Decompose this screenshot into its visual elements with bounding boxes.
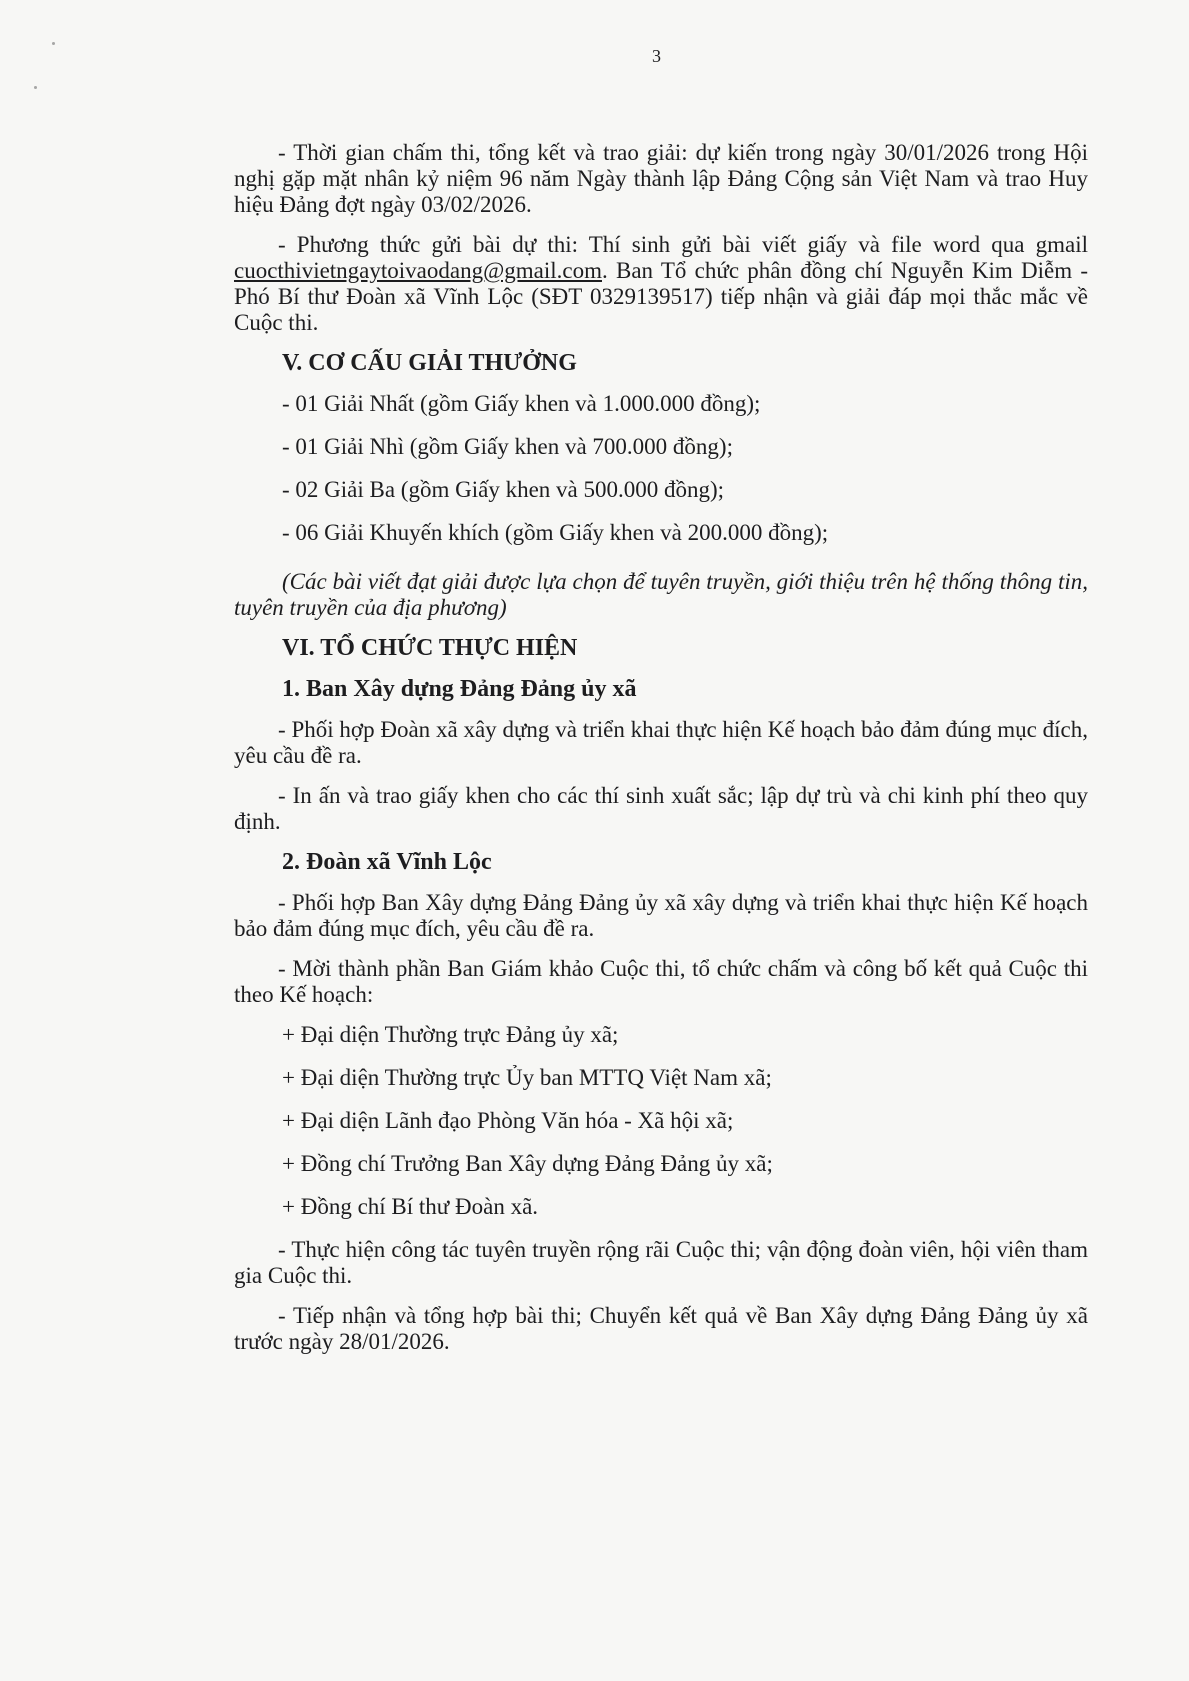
submission-email-link[interactable]: cuocthivietngaytoivaodang@gmail.com xyxy=(234,258,602,283)
page-number: 3 xyxy=(652,46,661,66)
subsection-2-item: - Phối hợp Ban Xây dựng Đảng Đảng ủy xã xây dựng và triển khai thực hiện Kế hoạch bảo đảm đúng mục đích, yêu cầu đề ra. xyxy=(234,890,1088,941)
subsection-1-item: - In ấn và trao giấy khen cho các thí sinh xuất sắc; lập dự trù và chi kinh phí theo quy định. xyxy=(234,783,1088,834)
prize-item: - 01 Giải Nhì (gồm Giấy khen và 700.000 đồng); xyxy=(282,434,733,459)
jury-member-item: + Đồng chí Trưởng Ban Xây dựng Đảng Đảng ủy xã; xyxy=(282,1151,773,1176)
subsection-2-item: - Mời thành phần Ban Giám khảo Cuộc thi, tổ chức chấm và công bố kết quả Cuộc thi theo Kế hoạch: xyxy=(234,956,1088,1007)
prize-note: (Các bài viết đạt giải được lựa chọn để tuyên truyền, giới thiệu trên hệ thống thông tin, tuyên truyền của địa phương) xyxy=(234,569,1088,620)
prize-item: - 06 Giải Khuyến khích (gồm Giấy khen và 200.000 đồng); xyxy=(282,520,829,545)
subsection-2-item: - Thực hiện công tác tuyên truyền rộng rãi Cuộc thi; vận động đoàn viên, hội viên tham gia Cuộc thi. xyxy=(234,1237,1088,1288)
document-body xyxy=(234,140,1088,1369)
jury-member-item: + Đại diện Thường trực Ủy ban MTTQ Việt Nam xã; xyxy=(282,1065,772,1090)
judging-time-paragraph: - Thời gian chấm thi, tổng kết và trao giải: dự kiến trong ngày 30/01/2026 trong Hội nghị gặp mặt nhân kỷ niệm 96 năm Ngày thành lập Đảng Cộng sản Việt Nam và trao Huy hiệu Đảng đợt ngày 03/02/2026. xyxy=(234,140,1088,217)
scan-speck xyxy=(34,86,37,89)
jury-member-item: + Đại diện Thường trực Đảng ủy xã; xyxy=(282,1022,619,1047)
prize-item: - 01 Giải Nhất (gồm Giấy khen và 1.000.000 đồng); xyxy=(282,391,761,416)
jury-member-item: + Đại diện Lãnh đạo Phòng Văn hóa - Xã hội xã; xyxy=(282,1108,734,1133)
submission-text-prefix: - Phương thức gửi bài dự thi: Thí sinh gửi bài viết giấy và file word qua gmail xyxy=(278,232,1088,257)
section-6-title: VI. TỔ CHỨC THỰC HIỆN xyxy=(282,635,578,661)
submission-paragraph xyxy=(234,232,1088,336)
scan-speck xyxy=(52,42,55,45)
subsection-2-item: - Tiếp nhận và tổng hợp bài thi; Chuyển kết quả về Ban Xây dựng Đảng Đảng ủy xã trước ngày 28/01/2026. xyxy=(234,1303,1088,1354)
prize-item: - 02 Giải Ba (gồm Giấy khen và 500.000 đồng); xyxy=(282,477,725,502)
section-5-title: V. CƠ CẤU GIẢI THƯỞNG xyxy=(282,350,577,376)
jury-member-item: + Đồng chí Bí thư Đoàn xã. xyxy=(282,1194,539,1219)
submission-text-suffix: . Ban Tổ chức phân đồng chí Nguyễn Kim Diễm - Phó Bí thư Đoàn xã Vĩnh Lộc (SĐT 0329139517) tiếp nhận và giải đáp mọi thắc mắc về Cuộc thi. xyxy=(234,258,1088,335)
subsection-2-title: 2. Đoàn xã Vĩnh Lộc xyxy=(282,849,492,875)
subsection-1-item: - Phối hợp Đoàn xã xây dựng và triển khai thực hiện Kế hoạch bảo đảm đúng mục đích, yêu cầu đề ra. xyxy=(234,717,1088,768)
subsection-1-title: 1. Ban Xây dựng Đảng Đảng ủy xã xyxy=(282,676,637,702)
